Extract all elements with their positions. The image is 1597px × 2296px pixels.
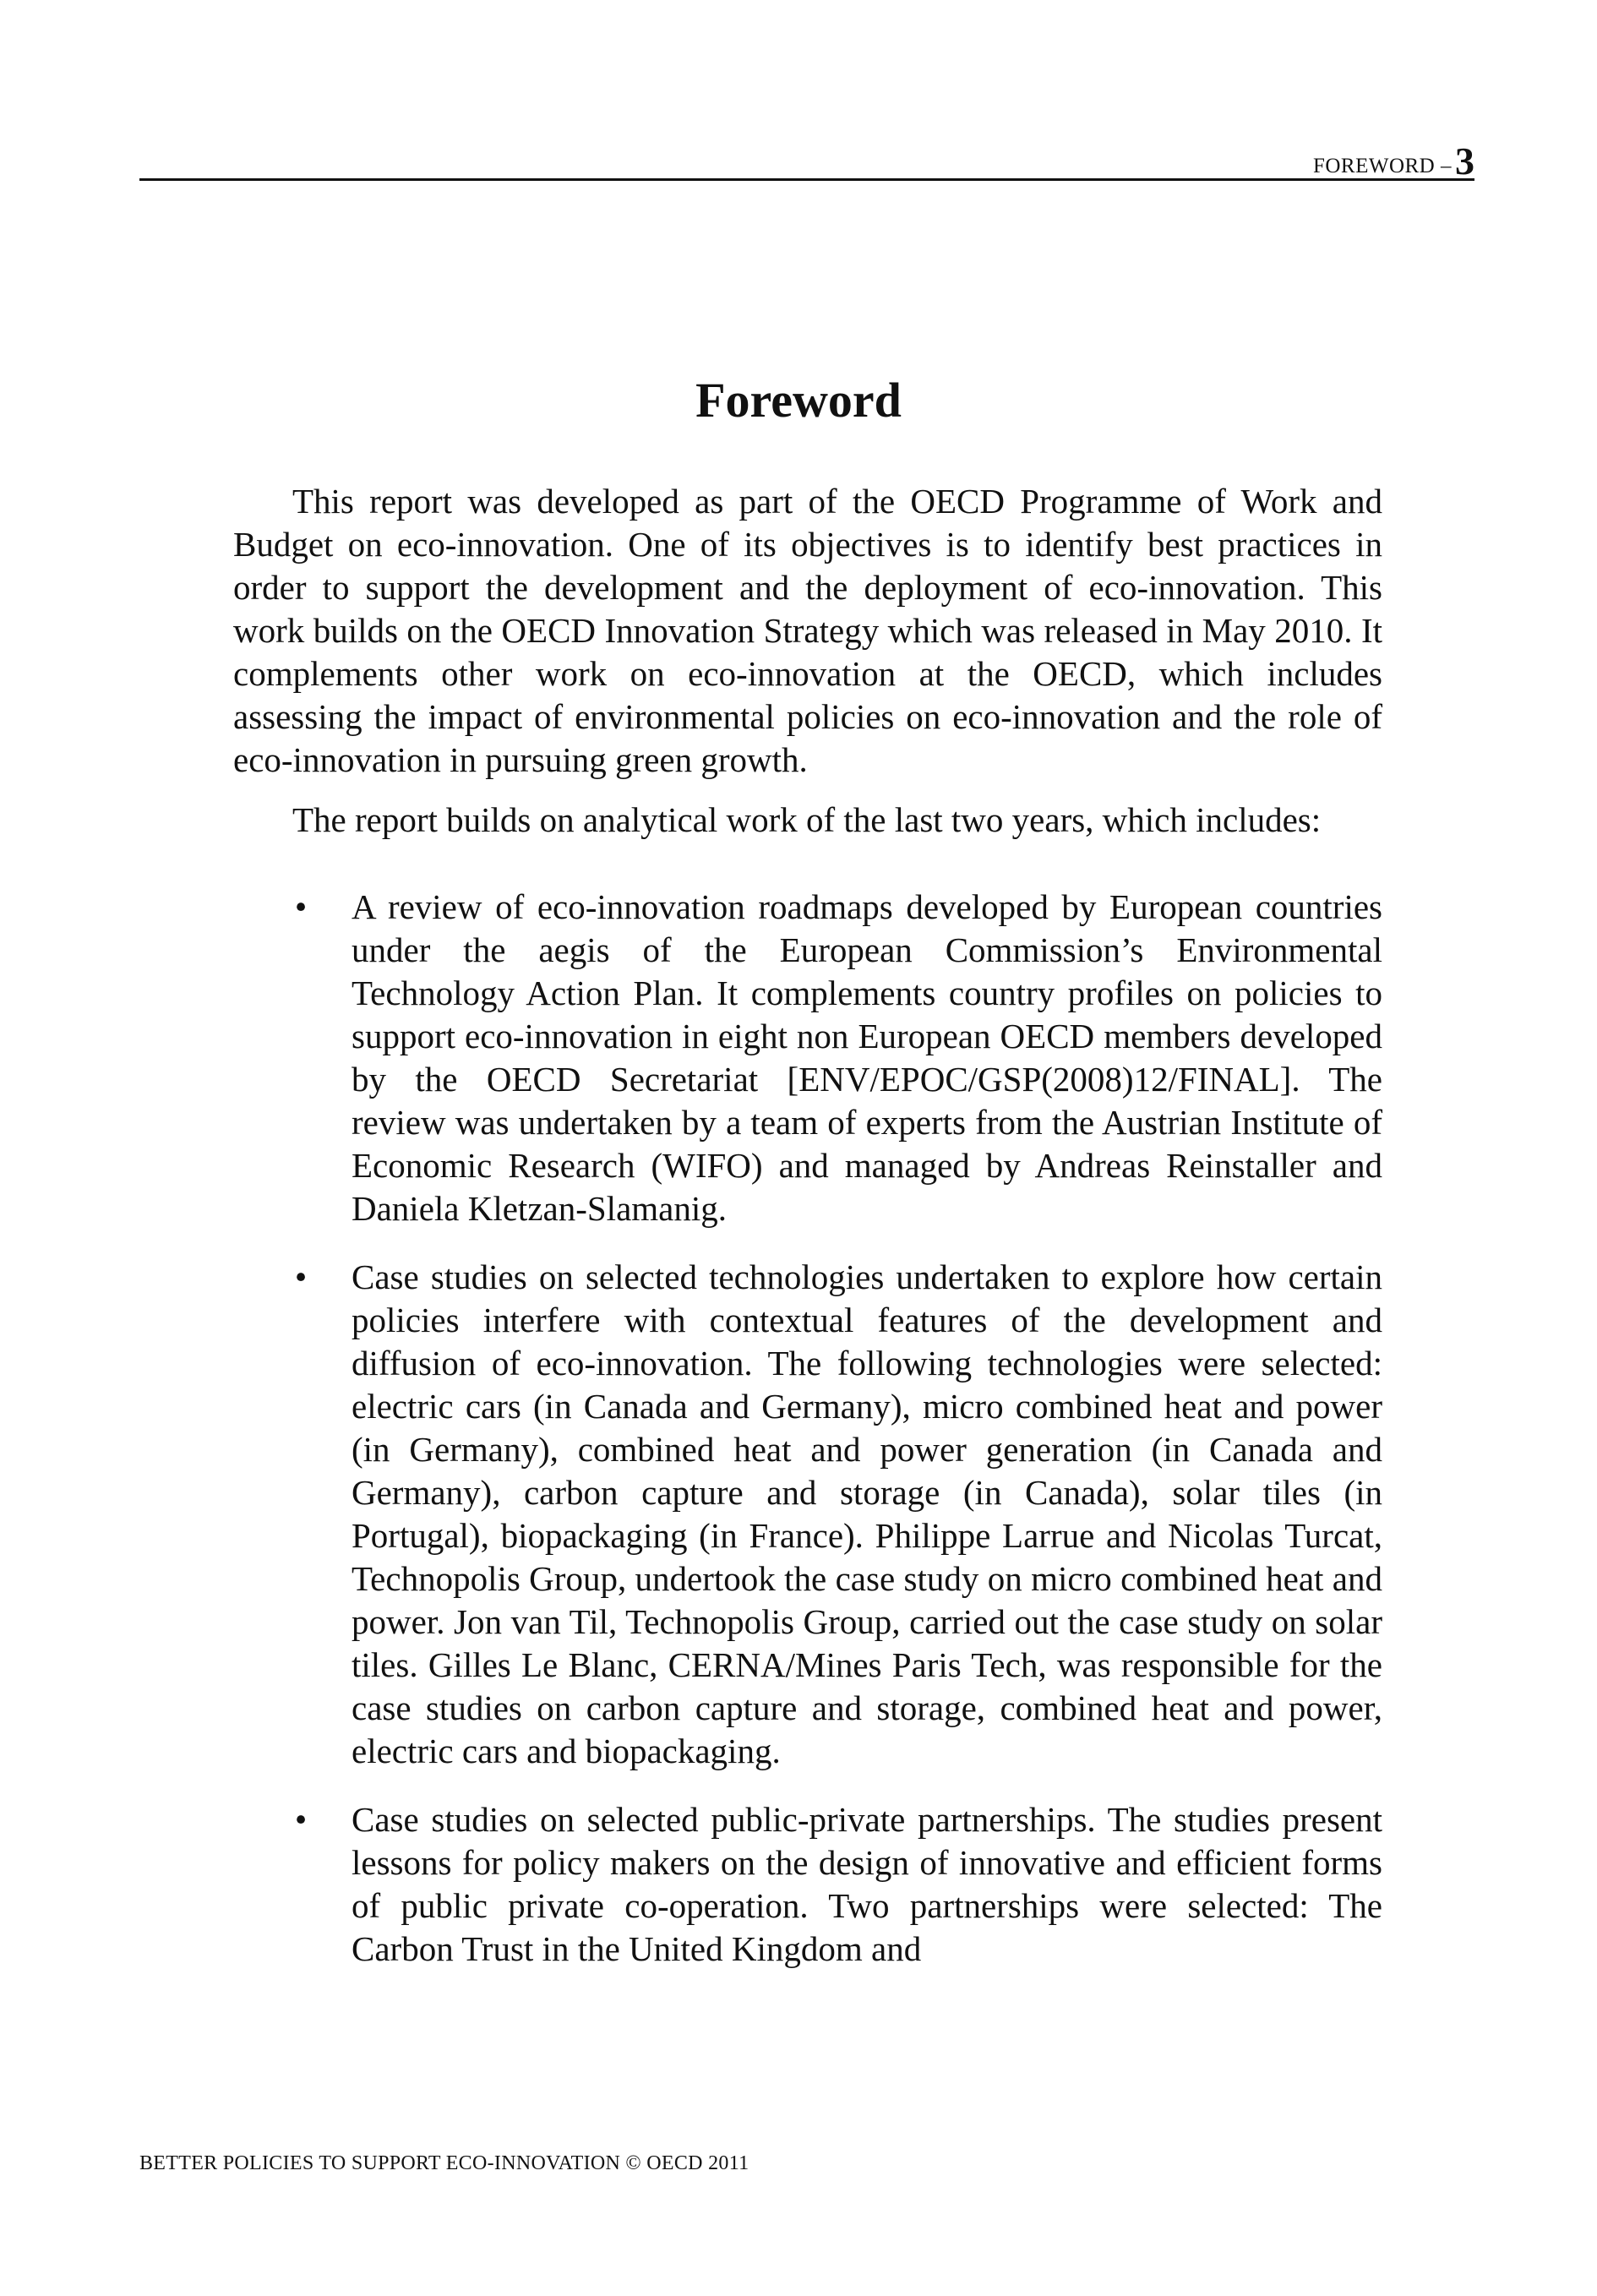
page-title: Foreword — [695, 373, 902, 428]
page-footer: BETTER POLICIES TO SUPPORT ECO-INNOVATION © OECD 2011 — [139, 2152, 749, 2174]
running-header — [139, 137, 1474, 181]
bullet-icon: • — [294, 887, 308, 926]
list-item — [294, 1798, 1382, 1971]
bullet-icon: • — [294, 1800, 308, 1839]
bullet-icon: • — [294, 1257, 308, 1296]
paragraph-intro: This report was developed as part of the OECD Programme of Work and Budget on eco-innovation. One of its objectives is to identify best practices in order to support the development and the deployment of eco-innovation. This work builds on the OECD Innovation Strategy which was released in May 2010. It complements other work on eco-innovation at the OECD, which includes assessing the impact of environmental policies on eco-innovation and the role of eco-innovation in pursuing green growth. — [233, 482, 1382, 779]
list-item — [294, 1256, 1382, 1773]
body-text — [233, 480, 1382, 1996]
list-item-text: Case studies on selected technologies undertaken to explore how certain policies interfere with contextual features of the development and diffusion of eco-innovation. The following technologies were selected: electric cars (in Canada and Germany), micro combined heat and power (in Germany), combined heat and power generation (in Canada and Germany), carbon capture and storage (in Canada), solar tiles (in Portugal), biopackaging (in France). Philippe Larrue and Nicolas Turcat, Technopolis Group, undertook the case study on micro combined heat and power. Jon van Til, Technopolis Group, carried out the case study on solar tiles. Gilles Le Blanc, CERNA/Mines Paris Tech, was responsible for the case studies on carbon capture and storage, combined heat and power, electric cars and biopackaging. — [352, 1257, 1382, 1770]
bullet-list — [233, 886, 1382, 1971]
page-number: 3 — [1455, 139, 1474, 183]
paragraph-analytical-work: The report builds on analytical work of the last two years, which includes: — [292, 800, 1322, 839]
list-item — [294, 886, 1382, 1230]
list-item-text: Case studies on selected public-private partnerships. The studies present lessons for policy makers on the design of innovative and efficient forms of public private co-operation. Two partnerships were selected: The Carbon Trust in the United Kingdom and — [352, 1800, 1382, 1968]
header-section-label: FOREWORD – — [1312, 155, 1452, 177]
list-item-text: A review of eco-innovation roadmaps developed by European countries under the aegis of the European Commission’s Environmental Technology Action Plan. It complements country profiles on policies to support eco-innovation in eight non European OECD members developed by the OECD Secretariat [ENV/EPOC/GSP(2008)12/FINAL]. The review was undertaken by a team of experts from the Austrian Institute of Economic Research (WIFO) and managed by Andreas Reinstaller and Daniela Kletzan-Slamanig. — [352, 887, 1382, 1228]
